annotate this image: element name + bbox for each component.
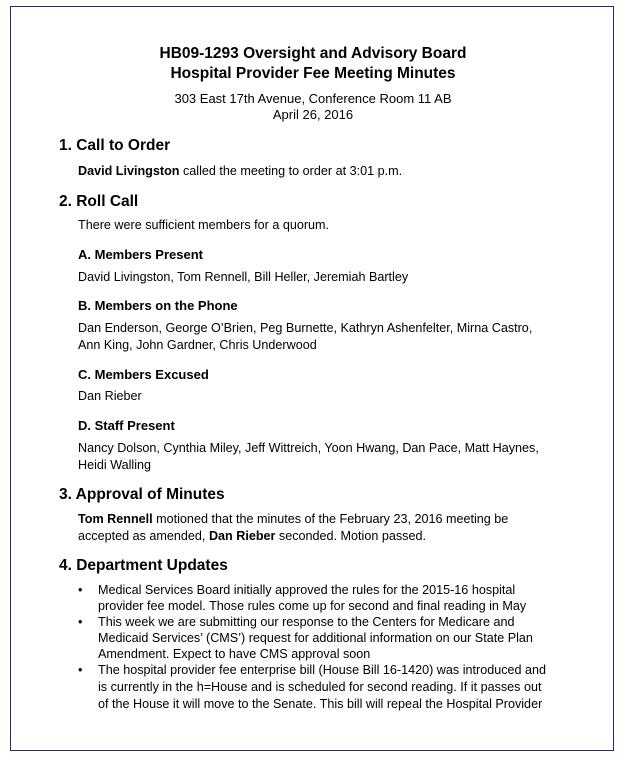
staff-present-line-2: Heidi Walling — [78, 458, 152, 472]
section-4-heading: 4. Department Updates — [59, 557, 228, 574]
section-3-heading: 3. Approval of Minutes — [59, 486, 225, 503]
approval-line-1-text: motioned that the minutes of the February 23, 2016 meeting be — [152, 512, 509, 526]
members-present-list: David Livingston, Tom Rennell, Bill Heller, Jeremiah Bartley — [78, 270, 409, 284]
update-1-line-2: provider fee model. Those rules come up for second and final reading in May — [98, 599, 527, 613]
section-1-text — [78, 164, 402, 178]
approval-line-2-text: seconded. Motion passed. — [275, 529, 426, 543]
approval-line-1 — [78, 512, 508, 526]
members-present-heading: A. Members Present — [78, 247, 203, 262]
update-2-line-3: Amendment. Expect to have CMS approval soon — [98, 647, 371, 661]
bullet-1: • — [78, 583, 83, 597]
section-2-heading: 2. Roll Call — [59, 193, 139, 210]
title-line-2: Hospital Provider Fee Meeting Minutes — [170, 65, 456, 82]
members-excused-list: Dan Rieber — [78, 389, 142, 403]
call-to-order-text: called the meeting to order at 3:01 p.m. — [179, 164, 403, 178]
bullet-3: • — [78, 663, 83, 677]
staff-present-heading: D. Staff Present — [78, 418, 175, 433]
members-excused-heading: C. Members Excused — [78, 367, 209, 382]
meeting-date: April 26, 2016 — [272, 107, 354, 122]
staff-present-line-1: Nancy Dolson, Cynthia Miley, Jeff Wittreich, Yoon Hwang, Dan Pace, Matt Haynes, — [78, 441, 539, 455]
title-line-1: HB09-1293 Oversight and Advisory Board — [159, 45, 467, 62]
update-3-line-3: of the House it will move to the Senate. This bill will repeal the Hospital Provider — [98, 697, 543, 711]
section-1-heading: 1. Call to Order — [59, 137, 171, 154]
members-phone-line-1: Dan Enderson, George O’Brien, Peg Burnette, Kathryn Ashenfelter, Mirna Castro, — [78, 321, 533, 335]
members-phone-heading: B. Members on the Phone — [78, 298, 238, 313]
approval-line-2-prefix: accepted as amended, — [78, 529, 209, 543]
bullet-2: • — [78, 615, 83, 629]
update-3-line-2: is currently in the h=House and is scheduled for second reading. If it passes out — [98, 680, 542, 694]
presider-name: David Livingston — [78, 164, 180, 178]
approval-line-2 — [78, 529, 426, 543]
members-phone-line-2: Ann King, John Gardner, Chris Underwood — [78, 338, 317, 352]
update-2-line-1: This week we are submitting our response to the Centers for Medicare and — [98, 615, 515, 629]
update-2-line-2: Medicaid Services’ (CMS’) request for additional information on our State Plan — [98, 631, 533, 645]
update-3-line-1: The hospital provider fee enterprise bill (House Bill 16-1420) was introduced and — [98, 663, 547, 677]
document-page — [10, 6, 614, 751]
quorum-text: There were sufficient members for a quorum. — [78, 218, 330, 232]
seconder-name: Dan Rieber — [208, 529, 276, 543]
address: 303 East 17th Avenue, Conference Room 11 AB — [174, 91, 452, 106]
motion-maker-name: Tom Rennell — [78, 512, 153, 526]
update-1-line-1: Medical Services Board initially approved the rules for the 2015-16 hospital — [98, 583, 516, 597]
